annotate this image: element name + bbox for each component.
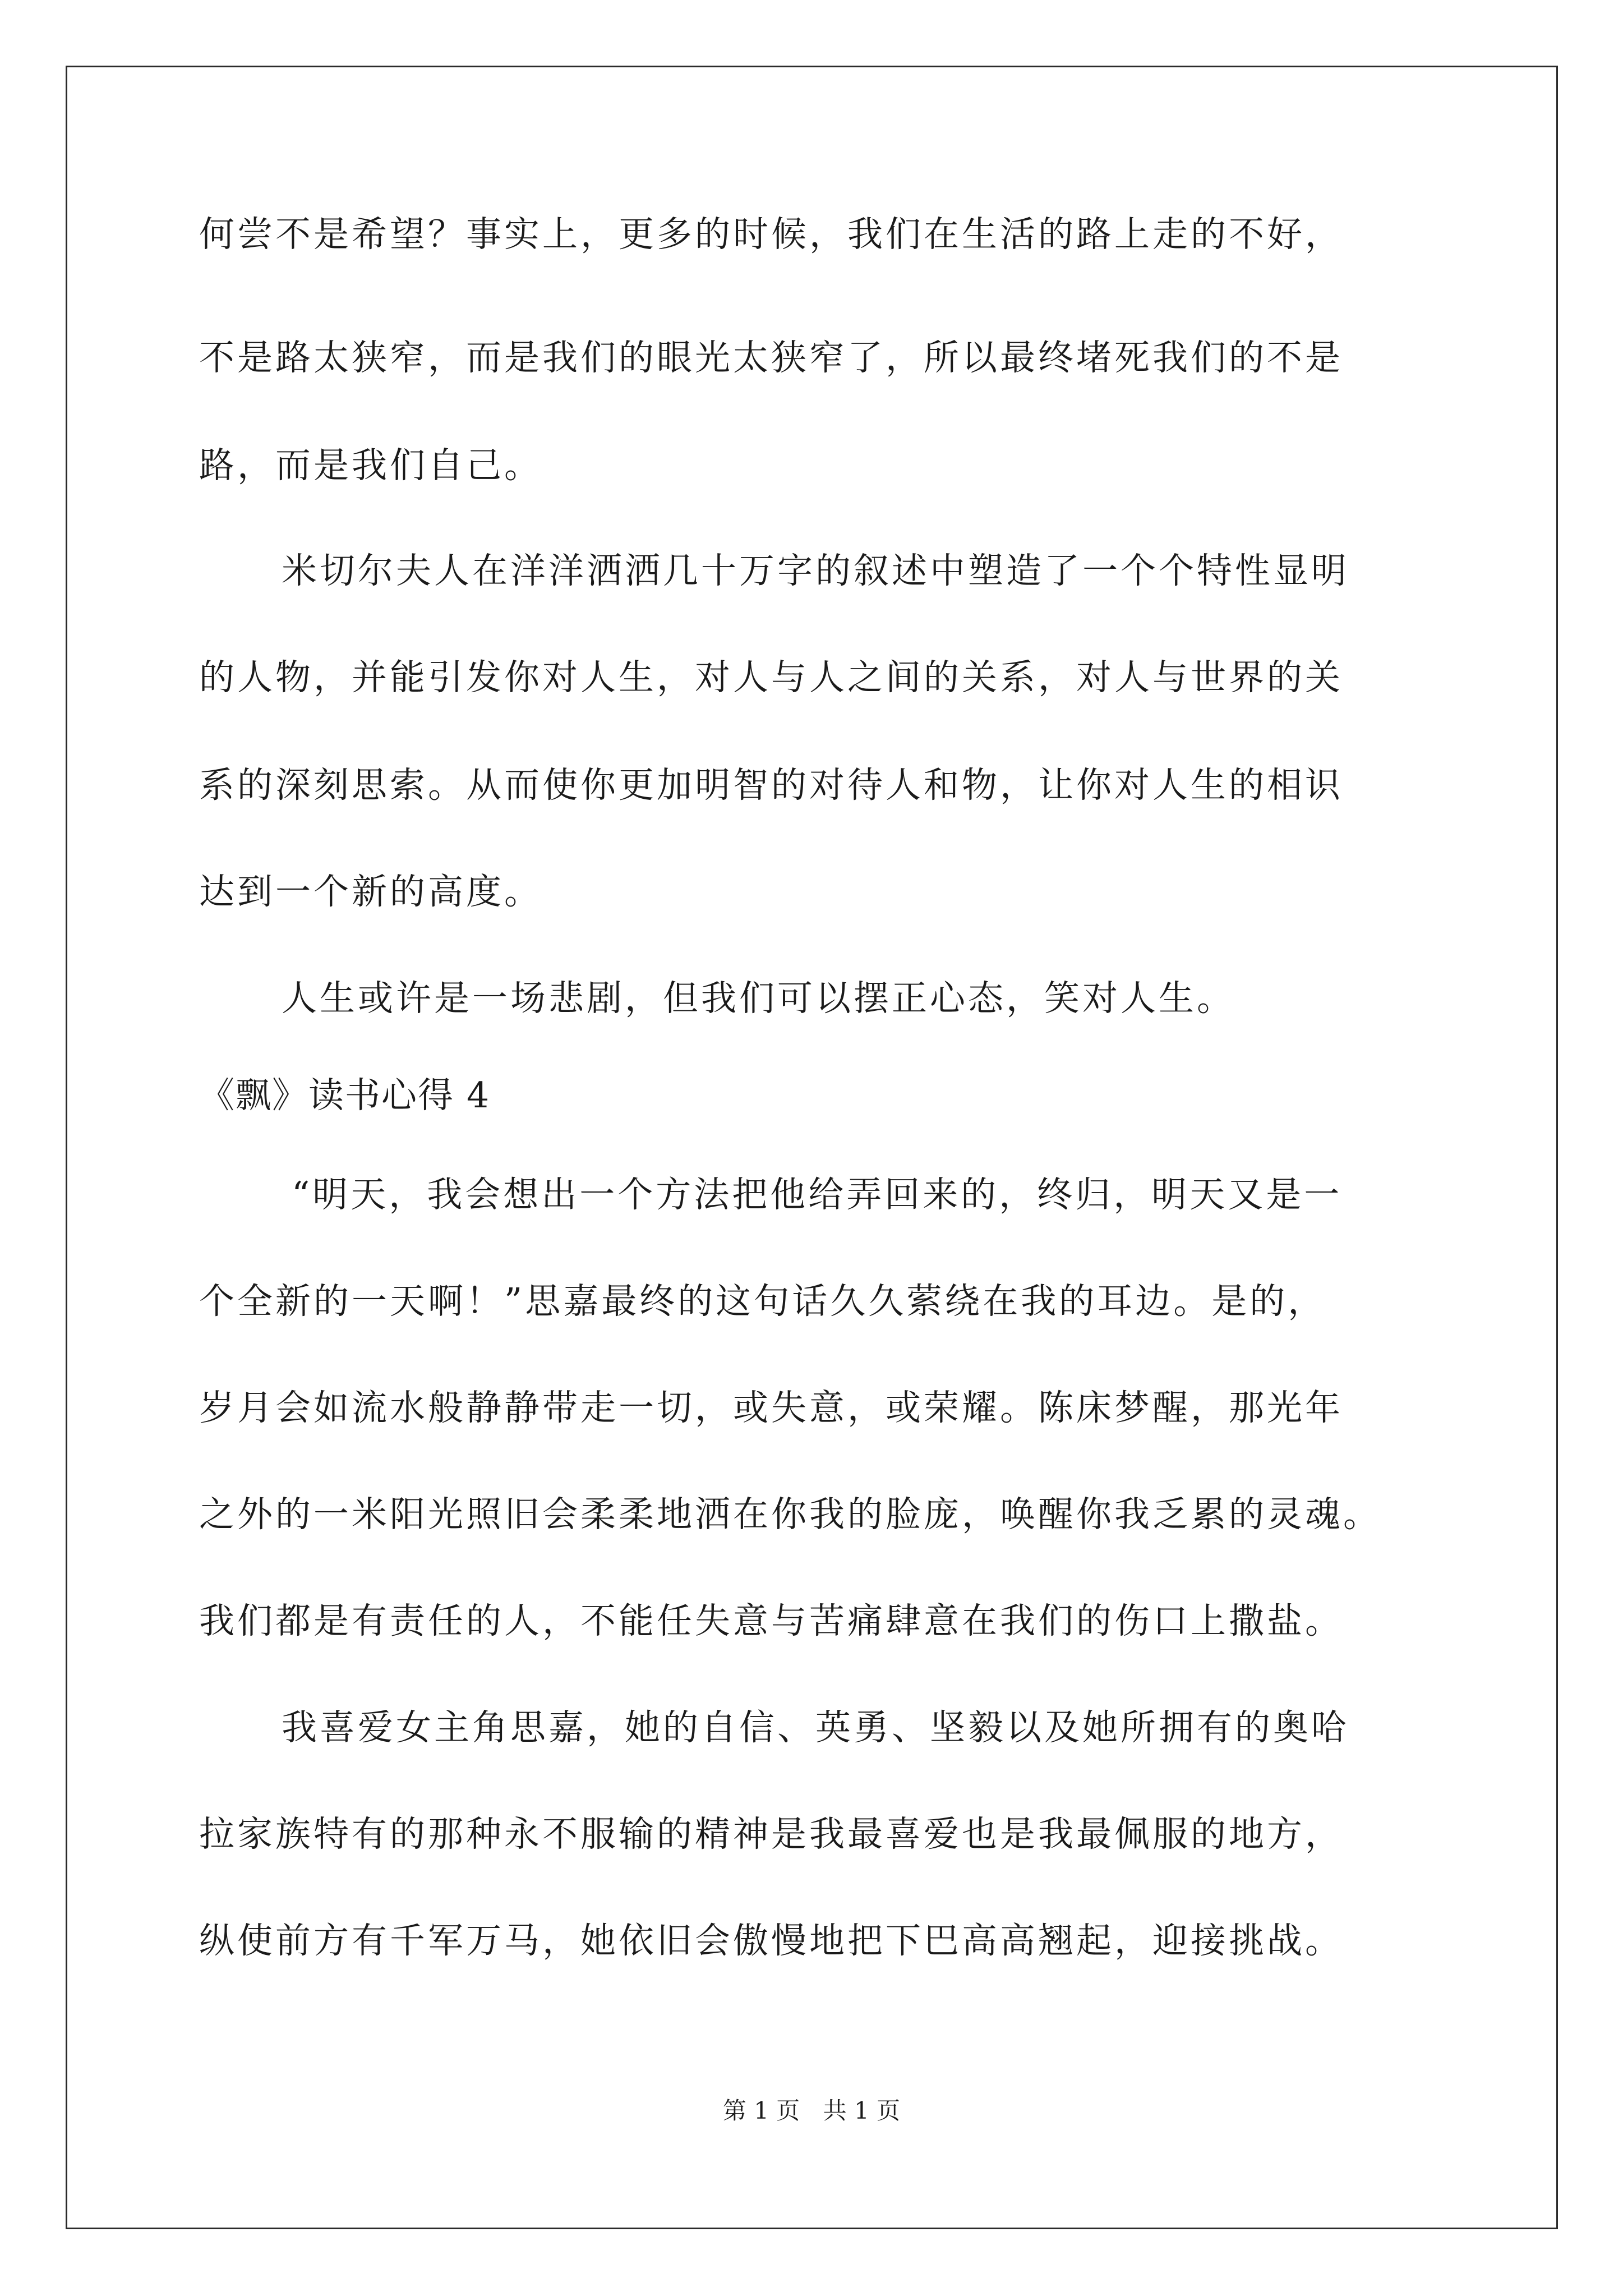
page-footer [0,2095,1623,2127]
page-total: 共 1 页 [823,2097,901,2124]
paragraph-start-line: 米切尔夫人在洋洋洒洒几十万字的叙述中塑造了一个个特性显明 [282,550,1349,591]
page-number: 第 1 页 [722,2097,800,2124]
text-line: 纵使前方有千军万马，她依旧会傲慢地把下巴高高翘起，迎接挑战。 [199,1920,1343,1961]
page-border [66,66,1558,2229]
text-line: 何尝不是希望？事实上，更多的时候，我们在生活的路上走的不好， [199,214,1343,255]
paragraph-start-line: “明天，我会想出一个方法把他给弄回来的，终归，明天又是一 [292,1174,1343,1215]
section-heading: 《飘》读书心得 4 [199,1075,491,1116]
paragraph-start-line: 我喜爱女主角思嘉，她的自信、英勇、坚毅以及她所拥有的奥哈 [282,1707,1349,1748]
text-line: 路，而是我们自己。 [199,445,542,486]
text-line: 个全新的一天啊！”思嘉最终的这句话久久萦绕在我的耳边。是的， [199,1281,1326,1322]
paragraph-start-line: 人生或许是一场悲剧，但我们可以摆正心态，笑对人生。 [282,978,1235,1019]
text-line: 达到一个新的高度。 [199,871,542,912]
text-line: 之外的一米阳光照旧会柔柔地洒在你我的脸庞，唤醒你我乏累的灵魂。 [199,1494,1381,1535]
text-line: 拉家族特有的那种永不服输的精神是我最喜爱也是我最佩服的地方， [199,1814,1343,1855]
text-line: 岁月会如流水般静静带走一切，或失意，或荣耀。陈床梦醒，那光年 [199,1387,1343,1428]
text-line: 不是路太狭窄，而是我们的眼光太狭窄了，所以最终堵死我们的不是 [199,337,1343,378]
text-line: 系的深刻思索。从而使你更加明智的对待人和物，让你对人生的相识 [199,765,1343,806]
text-line: 的人物，并能引发你对人生，对人与人之间的关系，对人与世界的关 [199,657,1343,698]
text-line: 我们都是有责任的人，不能任失意与苦痛肆意在我们的伤口上撒盐。 [199,1600,1343,1641]
